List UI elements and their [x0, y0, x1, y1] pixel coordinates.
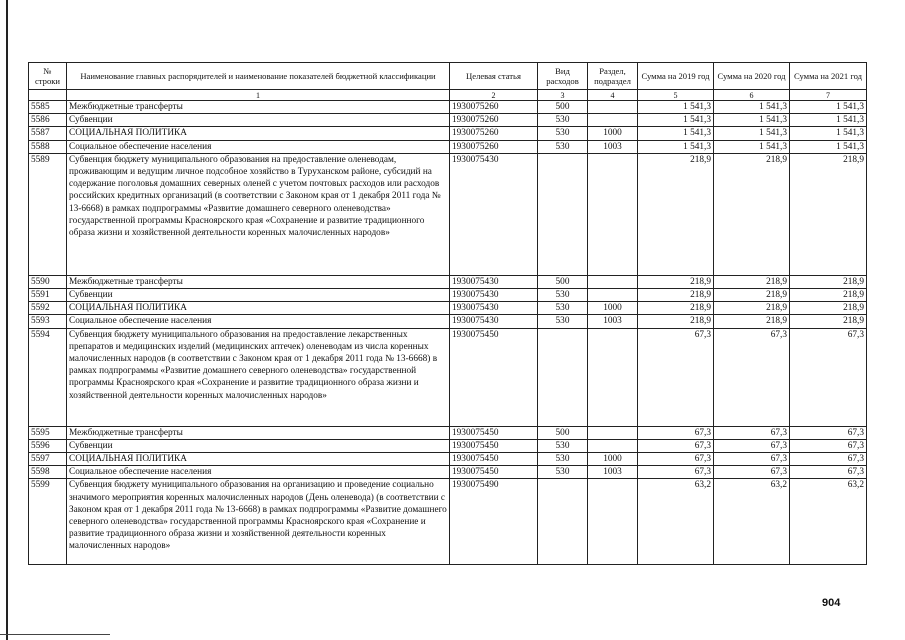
- table-row: [29, 153, 867, 275]
- header-section: Раздел, подраздел: [588, 63, 638, 90]
- row-sum-2021: 67,3: [790, 466, 867, 479]
- row-expense-type: 530: [538, 302, 588, 315]
- row-sum-2021: 67,3: [790, 453, 867, 466]
- row-number: 5587: [29, 127, 67, 140]
- row-target-article: 1930075450: [450, 328, 538, 426]
- row-name: СОЦИАЛЬНАЯ ПОЛИТИКА: [67, 453, 450, 466]
- row-name: Социальное обеспечение населения: [67, 140, 450, 153]
- row-expense-type: 530: [538, 140, 588, 153]
- row-name: Субвенции: [67, 114, 450, 127]
- row-number: 5596: [29, 439, 67, 452]
- row-target-article: 1930075260: [450, 140, 538, 153]
- table-row: [29, 315, 867, 328]
- row-sum-2020: 63,2: [714, 479, 790, 565]
- row-target-article: 1930075260: [450, 127, 538, 140]
- row-sum-2021: 1 541,3: [790, 101, 867, 114]
- header-sum-2019: Сумма на 2019 год: [638, 63, 714, 90]
- row-target-article: 1930075430: [450, 275, 538, 288]
- row-sum-2021: 67,3: [790, 328, 867, 426]
- row-name: Субвенция бюджету муниципального образования на предоставление лекарственных препаратов и медицинских изделий (медицинских аптечек) оленеводам из числа коренных малочисленных народов (в соответствии с Законом края от 1 декабря 2011 года № 13-6668) в рамках подпрограммы «Развитие домашнего северного оленеводства» государственной программы Красноярского края «Сохранение и развитие традиционного образа жизни и хозяйственной деятельности коренных малочисленных народов»: [67, 328, 450, 426]
- column-number: 2: [450, 90, 538, 101]
- table-row: [29, 426, 867, 439]
- row-number: 5597: [29, 453, 67, 466]
- row-sum-2019: 1 541,3: [638, 140, 714, 153]
- row-sum-2020: 218,9: [714, 153, 790, 275]
- row-expense-type: 530: [538, 439, 588, 452]
- table-row: [29, 289, 867, 302]
- row-target-article: 1930075450: [450, 453, 538, 466]
- row-sum-2020: 67,3: [714, 328, 790, 426]
- table-row: [29, 114, 867, 127]
- column-number: 6: [714, 90, 790, 101]
- row-sum-2019: 67,3: [638, 328, 714, 426]
- row-target-article: 1930075450: [450, 439, 538, 452]
- row-section: 1003: [588, 140, 638, 153]
- row-sum-2019: 67,3: [638, 439, 714, 452]
- header-row-number: № строки: [29, 63, 67, 90]
- row-name: СОЦИАЛЬНАЯ ПОЛИТИКА: [67, 302, 450, 315]
- column-number: 1: [67, 90, 450, 101]
- table-row: [29, 479, 867, 565]
- row-sum-2019: 218,9: [638, 315, 714, 328]
- row-number: 5599: [29, 479, 67, 565]
- row-number: 5586: [29, 114, 67, 127]
- row-sum-2019: 67,3: [638, 453, 714, 466]
- row-name: Межбюджетные трансферты: [67, 275, 450, 288]
- table-header-row: [29, 63, 867, 90]
- row-expense-type: 530: [538, 453, 588, 466]
- row-sum-2020: 1 541,3: [714, 101, 790, 114]
- row-number: 5595: [29, 426, 67, 439]
- row-name: Социальное обеспечение населения: [67, 466, 450, 479]
- row-sum-2019: 1 541,3: [638, 127, 714, 140]
- column-number-row: [29, 90, 867, 101]
- row-sum-2020: 1 541,3: [714, 127, 790, 140]
- row-name: Социальное обеспечение населения: [67, 315, 450, 328]
- table-row: [29, 439, 867, 452]
- row-section: [588, 426, 638, 439]
- row-number: 5593: [29, 315, 67, 328]
- row-number: 5588: [29, 140, 67, 153]
- row-section: [588, 101, 638, 114]
- row-expense-type: 530: [538, 127, 588, 140]
- column-number: [29, 90, 67, 101]
- row-sum-2020: 218,9: [714, 302, 790, 315]
- row-expense-type: [538, 328, 588, 426]
- row-expense-type: 500: [538, 426, 588, 439]
- row-sum-2019: 218,9: [638, 289, 714, 302]
- row-expense-type: 500: [538, 275, 588, 288]
- row-target-article: 1930075430: [450, 153, 538, 275]
- row-name: Субвенции: [67, 289, 450, 302]
- row-sum-2021: 67,3: [790, 426, 867, 439]
- row-sum-2019: 218,9: [638, 153, 714, 275]
- row-sum-2019: 1 541,3: [638, 114, 714, 127]
- row-sum-2020: 218,9: [714, 315, 790, 328]
- row-section: 1003: [588, 315, 638, 328]
- page-number: 904: [822, 597, 841, 609]
- row-section: [588, 153, 638, 275]
- row-number: 5594: [29, 328, 67, 426]
- row-section: [588, 479, 638, 565]
- row-expense-type: 530: [538, 289, 588, 302]
- row-sum-2019: 218,9: [638, 302, 714, 315]
- table-row: [29, 127, 867, 140]
- header-sum-2021: Сумма на 2021 год: [790, 63, 867, 90]
- header-target-article: Целевая статья: [450, 63, 538, 90]
- row-number: 5598: [29, 466, 67, 479]
- row-sum-2021: 67,3: [790, 439, 867, 452]
- table-row: [29, 101, 867, 114]
- row-name: Межбюджетные трансферты: [67, 101, 450, 114]
- row-name: СОЦИАЛЬНАЯ ПОЛИТИКА: [67, 127, 450, 140]
- row-name: Межбюджетные трансферты: [67, 426, 450, 439]
- row-section: 1003: [588, 466, 638, 479]
- table-row: [29, 302, 867, 315]
- row-sum-2019: 1 541,3: [638, 101, 714, 114]
- row-sum-2019: 67,3: [638, 426, 714, 439]
- row-section: 1000: [588, 302, 638, 315]
- row-sum-2019: 67,3: [638, 466, 714, 479]
- footer-rule: [0, 634, 110, 635]
- row-sum-2020: 67,3: [714, 439, 790, 452]
- row-sum-2019: 63,2: [638, 479, 714, 565]
- row-sum-2019: 218,9: [638, 275, 714, 288]
- row-number: 5590: [29, 275, 67, 288]
- table-row: [29, 328, 867, 426]
- row-expense-type: 530: [538, 114, 588, 127]
- column-number: 3: [538, 90, 588, 101]
- row-target-article: 1930075430: [450, 302, 538, 315]
- row-sum-2021: 1 541,3: [790, 127, 867, 140]
- row-sum-2021: 218,9: [790, 302, 867, 315]
- row-sum-2021: 1 541,3: [790, 114, 867, 127]
- row-sum-2021: 218,9: [790, 315, 867, 328]
- row-expense-type: [538, 153, 588, 275]
- row-name: Субвенции: [67, 439, 450, 452]
- row-section: [588, 114, 638, 127]
- column-number: 5: [638, 90, 714, 101]
- row-expense-type: 530: [538, 466, 588, 479]
- table-row: [29, 140, 867, 153]
- row-sum-2021: 218,9: [790, 289, 867, 302]
- row-section: [588, 289, 638, 302]
- row-sum-2021: 218,9: [790, 275, 867, 288]
- row-target-article: 1930075430: [450, 315, 538, 328]
- row-target-article: 1930075260: [450, 114, 538, 127]
- row-section: [588, 275, 638, 288]
- column-number: 4: [588, 90, 638, 101]
- row-number: 5591: [29, 289, 67, 302]
- row-target-article: 1930075260: [450, 101, 538, 114]
- row-target-article: 1930075450: [450, 426, 538, 439]
- row-name: Субвенция бюджету муниципального образования на предоставление оленеводам, проживающим и ведущим личное подсобное хозяйство в Туруханском районе, субсидий на содержание поголовья домашних северных оленей с учетом почтовых расходов или расходов российских кредитных организаций (в соответствии с Законом края от 1 декабря 2011 года № 13-6668) в рамках подпрограммы «Развитие домашнего северного оленеводства» государственной программы Красноярского края «Сохранение и развитие традиционного образа жизни и хозяйственной деятельности коренных малочисленных народов»: [67, 153, 450, 275]
- column-number: 7: [790, 90, 867, 101]
- row-section: 1000: [588, 453, 638, 466]
- row-sum-2021: 1 541,3: [790, 140, 867, 153]
- row-target-article: 1930075430: [450, 289, 538, 302]
- row-sum-2020: 67,3: [714, 466, 790, 479]
- row-sum-2020: 1 541,3: [714, 140, 790, 153]
- row-expense-type: [538, 479, 588, 565]
- row-sum-2020: 67,3: [714, 426, 790, 439]
- row-sum-2021: 63,2: [790, 479, 867, 565]
- row-sum-2020: 218,9: [714, 289, 790, 302]
- budget-table: [28, 62, 867, 565]
- row-expense-type: 530: [538, 315, 588, 328]
- table-row: [29, 466, 867, 479]
- row-number: 5585: [29, 101, 67, 114]
- row-sum-2020: 218,9: [714, 275, 790, 288]
- row-sum-2020: 1 541,3: [714, 114, 790, 127]
- row-name: Субвенция бюджету муниципального образования на организацию и проведение социально значимого мероприятия коренных малочисленных народов (День оленевода) (в соответствии с Законом края от 1 декабря 2011 года № 13-6668) в рамках подпрограммы «Развитие домашнего северного оленеводства» государственной программы Красноярского края «Сохранение и развитие традиционного образа жизни и хозяйственной деятельности коренных малочисленных народов»: [67, 479, 450, 565]
- page-left-border: [6, 0, 8, 640]
- row-expense-type: 500: [538, 101, 588, 114]
- header-name: Наименование главных распорядителей и наименование показателей бюджетной классификации: [67, 63, 450, 90]
- row-sum-2021: 218,9: [790, 153, 867, 275]
- row-section: [588, 328, 638, 426]
- header-sum-2020: Сумма на 2020 год: [714, 63, 790, 90]
- table-row: [29, 275, 867, 288]
- table-row: [29, 453, 867, 466]
- row-section: 1000: [588, 127, 638, 140]
- header-expense-type: Вид расходов: [538, 63, 588, 90]
- row-number: 5592: [29, 302, 67, 315]
- row-target-article: 1930075490: [450, 479, 538, 565]
- row-sum-2020: 67,3: [714, 453, 790, 466]
- row-number: 5589: [29, 153, 67, 275]
- row-target-article: 1930075450: [450, 466, 538, 479]
- row-section: [588, 439, 638, 452]
